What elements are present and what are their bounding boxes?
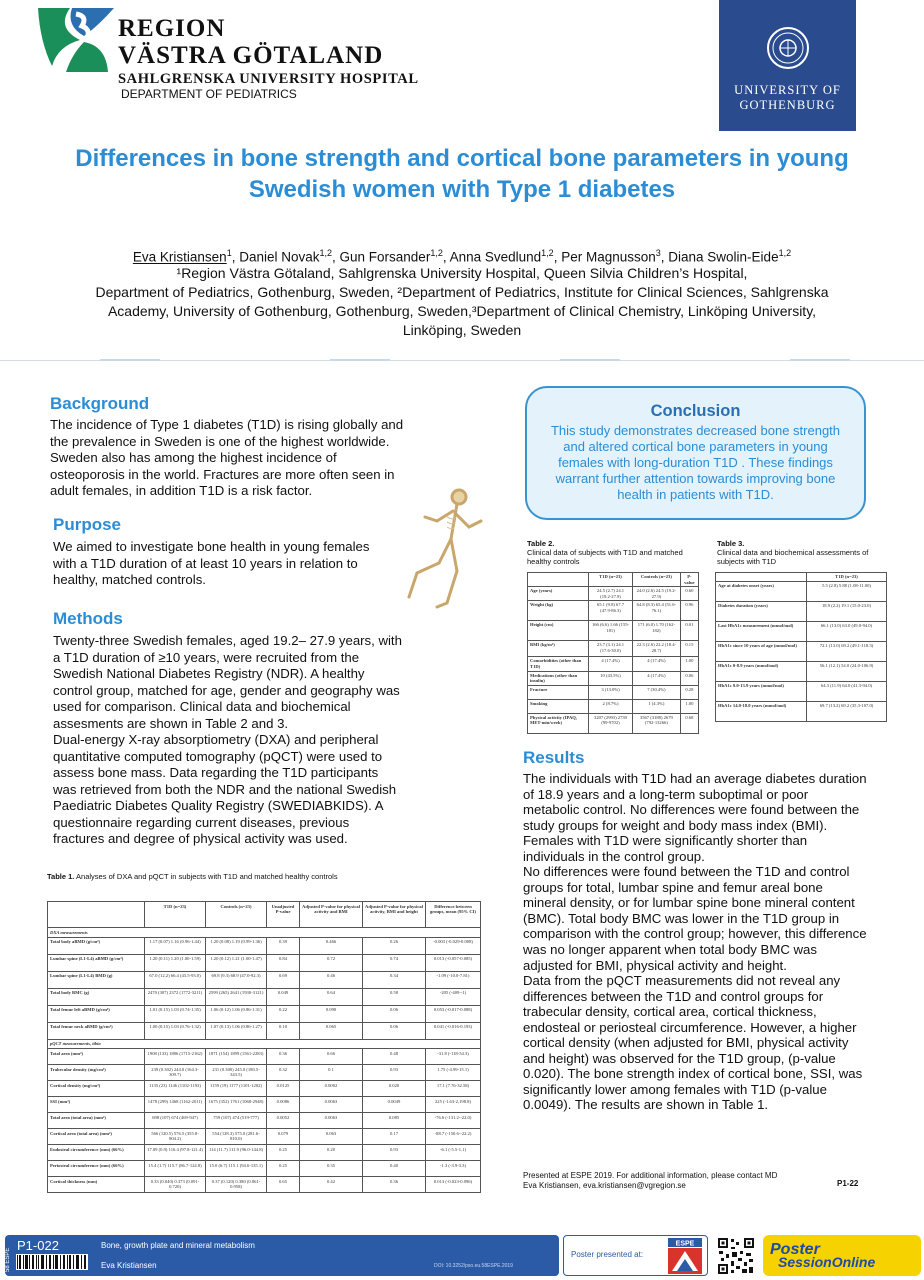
table-row bbox=[48, 1097, 481, 1113]
table-cell: 24.5 (2.7) 24.1 (19.2-27.9) bbox=[589, 587, 633, 601]
table-cell: 18.9 (2.2) 19.1 (15.0-23.0) bbox=[807, 601, 887, 621]
table-section-row bbox=[48, 928, 481, 938]
running-skeleton-illustration bbox=[403, 487, 489, 615]
footer-section: Bone, growth plate and mineral metabolism bbox=[101, 1241, 255, 1250]
table-cell: 1159 (19) 1177 (1101-1202) bbox=[206, 1081, 267, 1097]
table2-caption bbox=[527, 539, 697, 566]
table-header: P-value bbox=[680, 573, 698, 587]
table-cell: 0.0063 bbox=[300, 1113, 363, 1129]
qr-code-icon bbox=[717, 1237, 755, 1275]
author-presenting: Eva Kristiansen bbox=[132, 249, 227, 265]
table-cell: 17.1 (7.76-32.58) bbox=[426, 1081, 481, 1097]
table-cell: 0.58 bbox=[363, 988, 426, 1005]
table-row bbox=[528, 621, 699, 641]
table-cell: 1135 (23) 1146 (1102-1193) bbox=[145, 1081, 206, 1097]
footer-info-bar bbox=[5, 1235, 559, 1276]
affiliation-line: Department of Pediatrics, Gothenburg, Sweden, ²Department of Pediatrics, Institute for Clinical Sciences, Sahlgrenska bbox=[95, 284, 829, 300]
table-cell: 0.013 (-0.023-0.096) bbox=[426, 1177, 481, 1193]
table-cell: Lumbar spine (L1-L4) BMD (g) bbox=[48, 971, 145, 988]
pso-word1: Poster bbox=[770, 1241, 820, 1258]
purpose-heading: Purpose bbox=[53, 515, 122, 534]
table-cell: 0.32 bbox=[267, 1065, 300, 1081]
table2-label: Table 2. bbox=[527, 539, 555, 548]
table-cell: 22.3 (2.6) 22.2 (18.4-28.7) bbox=[633, 641, 681, 657]
author-4: , Anna Svedlund bbox=[442, 249, 542, 265]
university-of-gothenburg-logo bbox=[719, 0, 856, 131]
table-cell: 2599 (265) 2641 (1930-3121) bbox=[206, 988, 267, 1005]
table-cell: 0.48 bbox=[363, 1049, 426, 1065]
divider-dash bbox=[330, 359, 390, 361]
table-cell: 0.10 bbox=[267, 1022, 300, 1039]
presented-at-label: Poster presented at: bbox=[571, 1250, 644, 1259]
table3 bbox=[715, 572, 887, 722]
table-cell: 1.00 (0.15) 1.03 (0.76-1.32) bbox=[145, 1022, 206, 1039]
author-5: , Per Magnusson bbox=[553, 249, 656, 265]
results-heading: Results bbox=[523, 748, 585, 767]
table-cell: 0.66 bbox=[300, 1049, 363, 1065]
pso-word2: SessionOnline bbox=[778, 1254, 876, 1270]
table-cell: -0.003 (-0.029-0.008) bbox=[426, 937, 481, 954]
table-cell: 1.00 bbox=[680, 657, 698, 671]
table-cell: 0.466 bbox=[300, 937, 363, 954]
table-cell: 759 (107) 474 (519-777) bbox=[206, 1113, 267, 1129]
table-cell: 0.72 bbox=[300, 954, 363, 971]
table-cell: 0.33 (0.040) 0.373 (0.091-0.720) bbox=[145, 1177, 206, 1193]
table-header bbox=[528, 573, 589, 587]
table-row bbox=[528, 601, 699, 621]
table-cell: 0.42 bbox=[300, 1177, 363, 1193]
table-row bbox=[528, 641, 699, 657]
table-row bbox=[48, 1129, 481, 1145]
table-cell: Age (years) bbox=[528, 587, 589, 601]
table-cell: 2 (8.7%) bbox=[589, 699, 633, 713]
table-cell: 4 (17.4%) bbox=[589, 657, 633, 671]
table-cell: -1.09 (-10.0-7.81) bbox=[426, 971, 481, 988]
table-cell: 0.0063 bbox=[300, 1097, 363, 1113]
table-cell: 166 (6.6) 1.66 (155-181) bbox=[589, 621, 633, 641]
table-cell: 0.063 bbox=[300, 1129, 363, 1145]
affiliation-line: Academy, University of Gothenburg, Gothenburg, Sweden,³Department of Clinical Chemistry, Linköping University, bbox=[107, 303, 817, 319]
rvg-wordmark bbox=[118, 16, 419, 87]
table-cell: 0.69 bbox=[267, 971, 300, 988]
table-cell: 0.28 bbox=[680, 685, 698, 699]
table-row bbox=[48, 1065, 481, 1081]
affiliations bbox=[40, 264, 884, 340]
table-cell: Total femur left aBMD (g/cm²) bbox=[48, 1005, 145, 1022]
table-row bbox=[528, 713, 699, 733]
table-cell: 56.1 (12.1) 54.0 (24.0-106.9) bbox=[807, 661, 887, 681]
table-cell: 231 (0.300) 245.0 (180.5-343.5) bbox=[206, 1065, 267, 1081]
table-cell: 66.1 (13.0) 63.0 (49.0-94.0) bbox=[807, 621, 887, 641]
table-cell: 0.46 bbox=[300, 971, 363, 988]
conclusion-heading: Conclusion bbox=[650, 402, 741, 420]
table-header bbox=[716, 573, 807, 582]
table-cell: Total femur neck aBMD (g/cm²) bbox=[48, 1022, 145, 1039]
table-cell: 1478 (299) 1468 (1162-2011) bbox=[145, 1097, 206, 1113]
table-cell: 4 (17.4%) bbox=[633, 657, 681, 671]
table-row bbox=[48, 1113, 481, 1129]
espe-logo bbox=[667, 1237, 703, 1275]
table-cell: 0.39 bbox=[267, 937, 300, 954]
table-cell: 1.00 bbox=[680, 699, 698, 713]
table-row bbox=[528, 587, 699, 601]
table-cell: 114 (11.7) 111.9 (96.0-144.8) bbox=[206, 1145, 267, 1161]
table-cell: SSI (mm³) bbox=[48, 1097, 145, 1113]
table-row bbox=[48, 954, 481, 971]
table-cell: 1.01 (0.15) 1.03 (0.74-1.35) bbox=[145, 1005, 206, 1022]
methods-paragraph-2: Dual-energy X-ray absorptiometry (DXA) and peripheral quantitative computed tomography (pQCT) were used to assess bone mass. Data regarding the T1D participants was retrieved from both the NDR and the national Swedish Paediatric Diabetes Quality Registry (SWEDIABKIDS). A questionnaire regarding current diseases, previous fractures and degree of physical activity was used. bbox=[53, 732, 397, 846]
table-cell: 24.0 (2.6) 24.5 (19.2-27.9) bbox=[633, 587, 681, 601]
table-cell: Cortical density (mg/cm³) bbox=[48, 1081, 145, 1097]
table-cell: -88.7 (-150.6--22.2) bbox=[426, 1129, 481, 1145]
table-cell: 1 (4.3%) bbox=[633, 699, 681, 713]
table-cell: 72.1 (13.0) 69.2 (49.1-118.3) bbox=[807, 641, 887, 661]
table-cell: 0.68 bbox=[680, 713, 698, 733]
table-cell: 0.34 bbox=[363, 971, 426, 988]
table-cell: -76.6 (-131.2--22.0) bbox=[426, 1113, 481, 1129]
table-cell: HbA1c 9.0-13.9 years (mmol/mol) bbox=[716, 681, 807, 701]
table-cell: 0.041 (-0.016-0.193) bbox=[426, 1022, 481, 1039]
table-header: T1D (n=23) bbox=[145, 902, 206, 928]
table-cell: 0.40 bbox=[363, 1161, 426, 1177]
table-cell: BMI (kg/m²) bbox=[528, 641, 589, 657]
table-cell: Total body BMC (g) bbox=[48, 988, 145, 1005]
table-row bbox=[716, 581, 887, 601]
table-cell: 5.5 (2.8) 5.88 (1.08-11.00) bbox=[807, 581, 887, 601]
author-2: , Daniel Novak bbox=[231, 249, 320, 265]
table-cell: 0.013 (-0.057-0.085) bbox=[426, 954, 481, 971]
region-vastra-gotaland-logo bbox=[36, 6, 116, 76]
gu-name-line1: UNIVERSITY OF bbox=[734, 83, 841, 97]
background-text: The incidence of Type 1 diabetes (T1D) is rising globally and the prevalence in Sweden is one of the highest worldwide. Sweden also has among the highest incidence of osteoporosis in the world. Fractures are more often seen in adult females, in addition T1D is a risk factor. bbox=[50, 417, 404, 498]
gu-name-line2: GOTHENBURG bbox=[739, 98, 836, 112]
table-cell: Fracture bbox=[528, 685, 589, 699]
table-row bbox=[716, 661, 887, 681]
table-row bbox=[716, 701, 887, 721]
footer-poster-code: P1-022 bbox=[17, 1238, 59, 1253]
table-row bbox=[48, 971, 481, 988]
table-cell: 2470 (307) 2372 (1772-3211) bbox=[145, 988, 206, 1005]
table-cell: 0.35 bbox=[300, 1161, 363, 1177]
poster-title: Differences in bone strength and cortical bone parameters in young Swedish women with Type 1 diabetes bbox=[75, 145, 849, 203]
table-cell: 239 (0.302) 244.0 (164.3-309.7) bbox=[145, 1065, 206, 1081]
table-cell: 1.20 (0.12) 1.21 (1.00-1.47) bbox=[206, 954, 267, 971]
table-cell: 1.20 (0.11) 1.20 (1.00-1.59) bbox=[145, 954, 206, 971]
table-cell: 0.06 bbox=[363, 1005, 426, 1022]
results-paragraph-1: The individuals with T1D had an average diabetes duration of 18.9 years and a long-term suboptimal or poor metabolic control. No differences were found between the study groups for weight and body mass index (BMI). Females with T1D were significantly shorter than individuals in the control group. bbox=[523, 771, 867, 864]
table-row bbox=[528, 671, 699, 685]
gu-seal-icon bbox=[766, 26, 810, 70]
table-row bbox=[48, 1022, 481, 1039]
table-cell: 0.0049 bbox=[363, 1097, 426, 1113]
table-cell: 0.06 bbox=[680, 671, 698, 685]
table3-caption bbox=[717, 539, 882, 566]
table-row bbox=[528, 699, 699, 713]
table-cell: 10 (43.5%) bbox=[589, 671, 633, 685]
table1-label: Table 1. bbox=[47, 872, 75, 881]
table-cell: 1.75 (-4.99-15.1) bbox=[426, 1065, 481, 1081]
rvg-name-line3: SAHLGRENSKA UNIVERSITY HOSPITAL bbox=[118, 71, 419, 87]
table-header: T1D (n=23) bbox=[807, 573, 887, 582]
footer-side-label: 58 ESPE bbox=[5, 1247, 11, 1272]
table-cell: 69.7 (13.2) 69.2 (35.3-107.0) bbox=[807, 701, 887, 721]
table-cell: Endosteal circumference (mm) (66%) bbox=[48, 1145, 145, 1161]
conclusion-box bbox=[525, 386, 866, 520]
table-cell: 1675 (352) 1761 (1068-2948) bbox=[206, 1097, 267, 1113]
table-cell: 0.25 bbox=[267, 1145, 300, 1161]
table-cell: 0.93 bbox=[363, 1065, 426, 1081]
table1-caption-text: Analyses of DXA and pQCT in subjects with T1D and matched healthy controls bbox=[76, 872, 338, 881]
table-cell: 225 (-1.63-2,198.8) bbox=[426, 1097, 481, 1113]
table1-caption bbox=[47, 872, 347, 881]
table-cell: 0.74 bbox=[363, 954, 426, 971]
table-cell: 0.22 bbox=[267, 1005, 300, 1022]
table-cell: 15.4 (1.7) 115.7 (86.7-124.8) bbox=[145, 1161, 206, 1177]
table-cell: 0.15 bbox=[680, 641, 698, 657]
table2 bbox=[527, 572, 699, 734]
author-sup: 1 bbox=[226, 248, 232, 258]
table-header-row bbox=[528, 573, 699, 587]
table-cell: 0.085 bbox=[363, 1113, 426, 1129]
table-cell: 0.06 bbox=[363, 1022, 426, 1039]
author-sup: 1,2 bbox=[778, 248, 792, 258]
table-row bbox=[716, 601, 887, 621]
author-sup: 1,2 bbox=[319, 248, 333, 258]
presented-note: Presented at ESPE 2019. For additional information, please contact MD Eva Kristiansen, eva.kristiansen@vgregion.se bbox=[523, 1171, 778, 1190]
table-cell: 23.7 (3.1) 24.1 (17.6-30.0) bbox=[589, 641, 633, 657]
rvg-name-line1: REGION bbox=[118, 15, 226, 42]
table-cell: 67.0 (12.2) 66.4 (43.5-93.0) bbox=[145, 971, 206, 988]
table-cell: 0.60 bbox=[680, 587, 698, 601]
table-cell: 0.37 (0.120) 0.380 (0.061-0.958) bbox=[206, 1177, 267, 1193]
table3-caption-text: Clinical data and biochemical assessments of subjects with T1D bbox=[717, 548, 869, 566]
table-cell: 64.8 (8.3) 65.4 (51.6-76.1) bbox=[633, 601, 681, 621]
table-cell: 1.06 (0.12) 1.06 (0.86-1.31) bbox=[206, 1005, 267, 1022]
table-row bbox=[48, 1145, 481, 1161]
table-cell: 0.0052 bbox=[267, 1113, 300, 1129]
rvg-name-line2: VÄSTRA GÖTALAND bbox=[118, 42, 384, 69]
table-cell: HbA1c 0-8.9 years (mmol/mol) bbox=[716, 661, 807, 681]
table-cell: -1.3 (-3.9-3.3) bbox=[426, 1161, 481, 1177]
table-cell: 65.1 (9.8) 67.7 (47.9-86.3) bbox=[589, 601, 633, 621]
author-6: , Diana Swolin-Eide bbox=[660, 249, 779, 265]
results-paragraph-3: Data from the pQCT measurements did not reveal any differences between the T1D and control groups for trabecular density, cortical area, cortical thickness, endosteal or periosteal circumference. However, a higher cortical density (when adjusted for BMI, physical activity and height) was observed for the T1D group, (p-value 0.020). The bone strength index of cortical bone, SSI, was significantly lower among females with T1D (p-value 0.0049). The results are shown in Table 1. bbox=[523, 973, 863, 1113]
table-cell: 0.84 bbox=[267, 954, 300, 971]
table-cell: 0.36 bbox=[267, 1049, 300, 1065]
department-label: DEPARTMENT OF PEDIATRICS bbox=[121, 87, 297, 101]
table-row bbox=[48, 1081, 481, 1097]
table-cell: Diabetes duration (years) bbox=[716, 601, 807, 621]
poster-session-online-text bbox=[770, 1243, 875, 1269]
table-row bbox=[48, 1005, 481, 1022]
table-cell: Trabecular density (mg/cm³) bbox=[48, 1065, 145, 1081]
table-cell: 0.065 bbox=[300, 1022, 363, 1039]
table-section-label: pQCT measurements, tibia bbox=[48, 1039, 481, 1049]
author-sup: 1,2 bbox=[541, 248, 554, 258]
author-3: , Gun Forsander bbox=[332, 249, 431, 265]
divider-dash bbox=[790, 359, 850, 361]
conclusion-text: This study demonstrates decreased bone strength and altered cortical bone parameters in young females with long-duration T1D . These findings warrant further attention towards improving bone health in patients with T1D. bbox=[550, 423, 841, 502]
affiliation-line: ¹Region Västra Götaland, Sahlgrenska University Hospital, Queen Silvia Children’s Hospital, bbox=[176, 265, 748, 281]
table-header-row bbox=[716, 573, 887, 582]
table-header: Adjusted P-value for physical activity, BMI and height bbox=[363, 902, 426, 928]
table-cell: 0.93 bbox=[363, 1145, 426, 1161]
table-header: Controls (n=23) bbox=[633, 573, 681, 587]
table-cell: 0.0125 bbox=[267, 1081, 300, 1097]
table-cell: 566 (120.5) 576.5 (355.8-804.2) bbox=[145, 1129, 206, 1145]
table-cell: Last HbA1c measurement (mmol/mol) bbox=[716, 621, 807, 641]
table-row bbox=[716, 621, 887, 641]
table-cell: 0.17 bbox=[363, 1129, 426, 1145]
table-cell: Medications (other than insulin) bbox=[528, 671, 589, 685]
table-cell: 0.0002 bbox=[300, 1081, 363, 1097]
table-row bbox=[48, 1161, 481, 1177]
table3-label: Table 3. bbox=[717, 539, 745, 548]
table-cell: 64.3 (11.9) 64.0 (41.3-94.0) bbox=[807, 681, 887, 701]
table-row bbox=[716, 681, 887, 701]
table-cell: Total area (total area) (mm²) bbox=[48, 1113, 145, 1129]
author-sup: 3 bbox=[655, 248, 661, 258]
table-cell: 0.25 bbox=[267, 1161, 300, 1177]
table-cell: 0.20 bbox=[300, 1145, 363, 1161]
table-cell: Comorbidities (other than T1D) bbox=[528, 657, 589, 671]
table-cell: Total body aBMD (g/cm²) bbox=[48, 937, 145, 954]
table-cell: 0.64 bbox=[300, 988, 363, 1005]
table-cell: 0.090 bbox=[300, 1005, 363, 1022]
table-section-label: DXA measurements bbox=[48, 928, 481, 938]
table-cell: Smoking bbox=[528, 699, 589, 713]
table-cell: 3567 (3188) 2679 (792-13266) bbox=[633, 713, 681, 733]
table-header: Adjusted P-value for physical activity and BMI bbox=[300, 902, 363, 928]
table-header bbox=[48, 902, 145, 928]
poster-code: P1-22 bbox=[837, 1179, 859, 1188]
table-cell: 554 (128.3) 575.0 (281.6-810.0) bbox=[206, 1129, 267, 1145]
table1 bbox=[47, 901, 481, 1193]
table-header: T1D (n=23) bbox=[589, 573, 633, 587]
table-cell: -6.1 (-5.5-1.1) bbox=[426, 1145, 481, 1161]
table-cell: 17.09 (0.9) 116.4 (97.8-121.4) bbox=[145, 1145, 206, 1161]
table-row bbox=[48, 1177, 481, 1193]
footer-doi: DOI: 10.3252/pso.eu.58ESPE.2019 bbox=[434, 1263, 513, 1269]
table-cell: 0.36 bbox=[363, 1177, 426, 1193]
table-header: Difference between groups, mean (95% CI) bbox=[426, 902, 481, 928]
table-cell: 0.053 (-0.017-0.088) bbox=[426, 1005, 481, 1022]
footer-author: Eva Kristiansen bbox=[101, 1261, 157, 1270]
table-cell: 1871 (154) 1899 (1561-2283) bbox=[206, 1049, 267, 1065]
barcode-icon bbox=[16, 1254, 88, 1270]
table-header-row bbox=[48, 902, 481, 928]
table-cell: 0.049 bbox=[267, 988, 300, 1005]
divider-dash bbox=[100, 359, 160, 361]
table-cell: Cortical thickness (mm) bbox=[48, 1177, 145, 1193]
table-cell: Weight (kg) bbox=[528, 601, 589, 621]
author-sup: 1,2 bbox=[430, 248, 443, 258]
table-header: Controls (n=23) bbox=[206, 902, 267, 928]
table-cell: Age at diabetes onset (years) bbox=[716, 581, 807, 601]
table-cell: 0.96 bbox=[680, 601, 698, 621]
results-paragraph-2: No differences were found between the T1D and control groups for total, lumbar spine and femur areal bone mineral density, or for lumbar spine bone mineral content (BMC). Total body BMC was lower in the T1D group in comparison with the control group; however, this difference was no longer apparent when total body BMC was adjusted for BMI, physical activity and height. bbox=[523, 864, 867, 973]
affiliation-line: Linköping, Sweden bbox=[402, 322, 522, 338]
table-cell: -205 (-409--1) bbox=[426, 988, 481, 1005]
table-cell: 3207 (2993) 2739 (99-9702) bbox=[589, 713, 633, 733]
table-cell: 0.65 bbox=[267, 1177, 300, 1193]
table-cell: 1.20 (0.08) 1.19 (0.99-1.36) bbox=[206, 937, 267, 954]
table-cell: 3 (13.0%) bbox=[589, 685, 633, 699]
table-header: Unadjusted P-value bbox=[267, 902, 300, 928]
table-cell: 0.079 bbox=[267, 1129, 300, 1145]
divider-dash bbox=[560, 359, 620, 361]
methods-heading: Methods bbox=[53, 609, 123, 628]
methods-text bbox=[53, 633, 403, 848]
table-cell: 7 (30.4%) bbox=[633, 685, 681, 699]
table-cell: Cortical area (total area) (mm²) bbox=[48, 1129, 145, 1145]
table-cell: 1.17 (0.07) 1.16 (0.96-1.44) bbox=[145, 937, 206, 954]
table-row bbox=[48, 988, 481, 1005]
table-row bbox=[48, 1049, 481, 1065]
table-row bbox=[528, 657, 699, 671]
table2-caption-text: Clinical data of subjects with T1D and matched healthy controls bbox=[527, 548, 683, 566]
table-cell: Physical activity (IPAQ, MET-min/week) bbox=[528, 713, 589, 733]
table-cell: 1.07 (0.13) 1.06 (0.86-1.27) bbox=[206, 1022, 267, 1039]
table-cell: Lumbar spine (L1-L4) aBMD (g/cm²) bbox=[48, 954, 145, 971]
table-cell: -31.8 (-118-54.3) bbox=[426, 1049, 481, 1065]
table-row bbox=[48, 937, 481, 954]
table-cell: 15.0 (6.7) 115.1 (94.6-135.1) bbox=[206, 1161, 267, 1177]
table-cell: Height (cm) bbox=[528, 621, 589, 641]
table-cell: 698 (107) 674 (469-947) bbox=[145, 1113, 206, 1129]
espe-logo-text: ESPE bbox=[675, 1240, 695, 1248]
table-cell: HbA1c 14.0-18.0 years (mmol/mol) bbox=[716, 701, 807, 721]
results-text bbox=[523, 771, 868, 1113]
table-cell: 69.8 (9.3) 68.9 (47.0-92.3) bbox=[206, 971, 267, 988]
table-cell: 1908 (133) 1886 (1715-2162) bbox=[145, 1049, 206, 1065]
table-section-row bbox=[48, 1039, 481, 1049]
table-cell: Total area (mm²) bbox=[48, 1049, 145, 1065]
table-cell: 0.020 bbox=[363, 1081, 426, 1097]
table-cell: 0.1 bbox=[300, 1065, 363, 1081]
table-cell: 171 (6.0) 1.70 (162-182) bbox=[633, 621, 681, 641]
table-cell: 0.26 bbox=[363, 937, 426, 954]
table-cell: 0.01 bbox=[680, 621, 698, 641]
table-cell: 4 (17.4%) bbox=[633, 671, 681, 685]
background-heading: Background bbox=[50, 394, 150, 413]
methods-paragraph-1: Twenty-three Swedish females, aged 19.2– 27.9 years, with a T1D duration of ≥10 years, were recruited from the Swedish National Diabetes Registry (NDR). A healthy control group, matched for age, gender and geography was used for comparison. Clinical data and biochemical assesments are shown in Table 2 and 3. bbox=[53, 633, 402, 731]
table-row bbox=[528, 685, 699, 699]
table-cell: 0.0086 bbox=[267, 1097, 300, 1113]
purpose-text: We aimed to investigate bone health in young females with a T1D duration of at least 10 years in relation to healthy, matched controls. bbox=[53, 539, 370, 587]
table-row bbox=[716, 641, 887, 661]
table-cell: Periosteal circumference (mm) (66%) bbox=[48, 1161, 145, 1177]
table-cell: HbA1c since 10 years of age (mmol/mol) bbox=[716, 641, 807, 661]
